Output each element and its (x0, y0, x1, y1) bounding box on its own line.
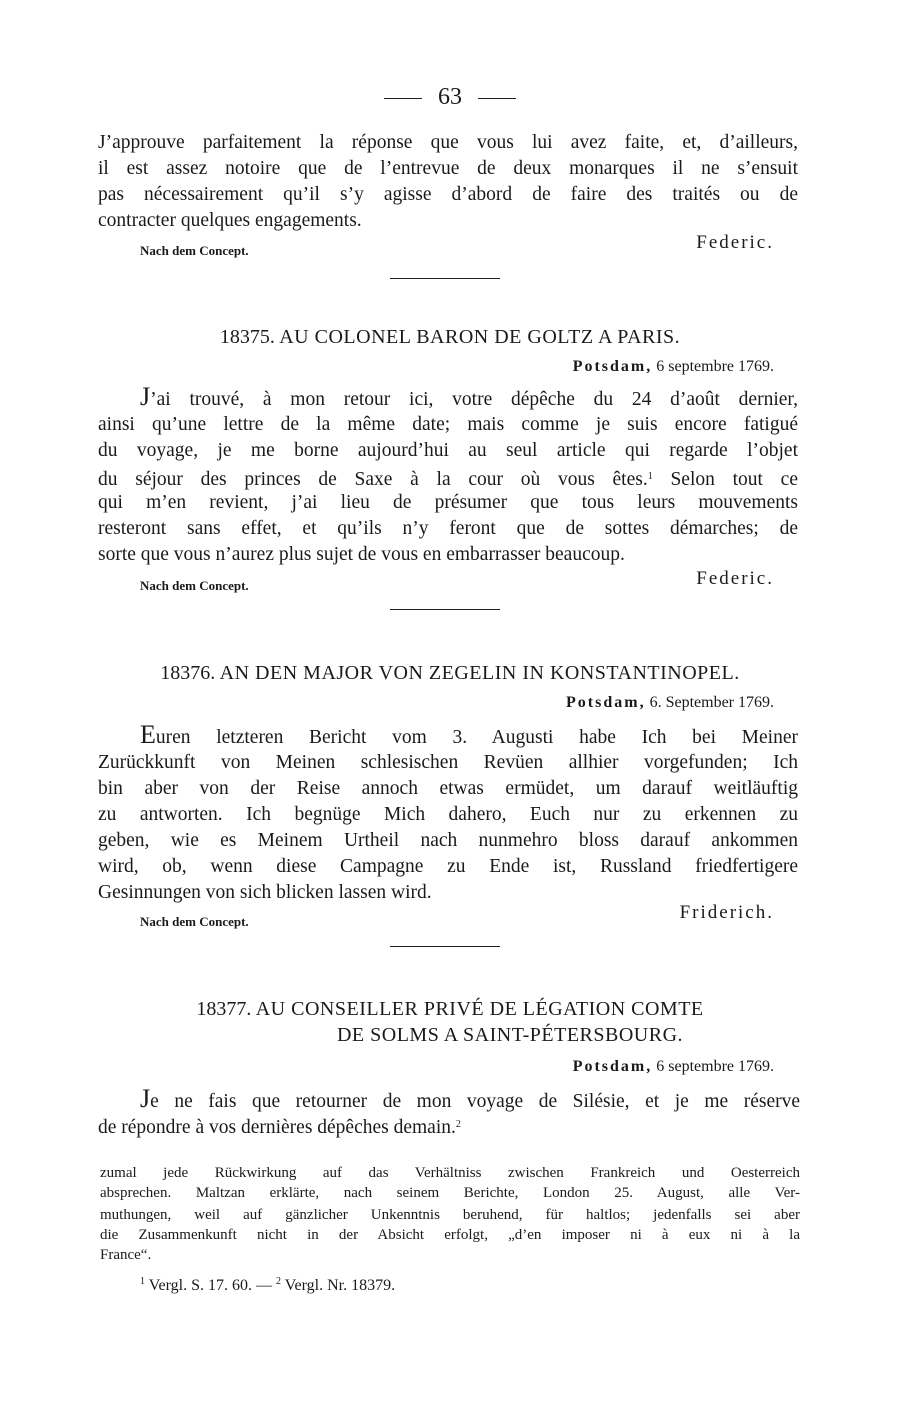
ref-1: Vergl. S. 17. 60. — (148, 1277, 272, 1294)
letter-18377-title-2: DE SOLMS A SAINT-PÉTERSBOURG. (336, 1024, 684, 1046)
letter-18376-line-6: wird, ob, wenn diese Campagne zu Ende ist, Russland friedfertigere (98, 856, 798, 877)
letter-18376-line-3: bin aber von der Reise annoch etwas ermüdet, um darauf weitläuftig (98, 778, 798, 799)
footnote-marker-1: 1 (647, 471, 653, 482)
letter-18376-signature: Friderich. (679, 902, 774, 923)
dash-left (384, 98, 422, 99)
footnote-line-3: muthungen, weil auf gänzlicher Unkenntnis beruhend, für haltlos; jedenfalls sei aber (100, 1207, 800, 1223)
letter-18376-source-note: Nach dem Concept. (140, 914, 249, 929)
letter-18375-title: AU COLONEL BARON DE GOLTZ A PARIS. (279, 326, 681, 348)
letter-18377-title-1: AU CONSEILLER PRIVÉ DE LÉGATION COMTE (255, 998, 704, 1020)
letter-18375-line-6: resteront sans effet, et qu’ils n’y feront que de sottes démarches; de (98, 518, 798, 539)
divider-1 (390, 278, 500, 279)
ref-mark-2: 2 (275, 1276, 281, 1287)
page-number (0, 84, 900, 111)
letter-18376-title: AN DEN MAJOR VON ZEGELIN IN KONSTANTINOPEL. (219, 662, 740, 684)
top-line-1: J’approuve parfaitement la réponse que vous lui avez faite, et, d’ailleurs, (98, 132, 798, 153)
letter-18376-line-1 (140, 722, 798, 751)
letter-18376-number: 18376. (160, 662, 216, 684)
letter-18375-dateline (573, 358, 774, 376)
top-source-note: Nach dem Concept. (140, 243, 249, 258)
letter-18376-date: 6. September 1769. (649, 694, 774, 711)
letter-18375-place: Potsdam, (572, 358, 653, 375)
letter-18375-line-4-tail: Selon tout ce (670, 469, 798, 490)
letter-18377-line-2-text: de répondre à vos dernières dépêches demain. (98, 1117, 456, 1138)
letter-18376-dateline (566, 694, 774, 712)
letter-18375-number: 18375. (219, 326, 275, 348)
letter-18377-initial: J (140, 1084, 151, 1113)
letter-18375-line-1-text: ’ai trouvé, à mon retour ici, votre dépêche du 24 d’août dernier, (150, 389, 798, 410)
divider-2 (390, 609, 500, 610)
letter-18376-initial: E (140, 720, 156, 749)
letter-18377-line-1-text: e ne fais que retourner de mon voyage de Silésie, et je me réserve (150, 1091, 800, 1112)
letter-18376-heading (0, 662, 900, 685)
top-line-3: pas nécessairement qu’il s’y agisse d’abord de faire des traités ou de (98, 184, 798, 205)
footnote-line-2: absprechen. Maltzan erklärte, nach seinem Berichte, London 25. August, alle Ver- (100, 1185, 800, 1201)
letter-18375-line-1 (140, 384, 798, 413)
letter-18377-line-1 (140, 1086, 800, 1115)
letter-18375-line-5: qui m’en revient, j’ai lieu de présumer que tous leurs mouvements (98, 492, 798, 513)
letter-18377-dateline (573, 1058, 774, 1076)
letter-18375-line-4-text: du séjour des princes de Saxe à la cour où vous êtes. (98, 469, 648, 490)
ref-2: Vergl. Nr. 18379. (284, 1277, 396, 1294)
footnote-references (140, 1276, 395, 1295)
letter-18375-source-note: Nach dem Concept. (140, 578, 249, 593)
letter-18376-line-2: Zurückkunft von Meinen schlesischen Revüen allhier vorgefunden; Ich (98, 752, 798, 773)
letter-18376-line-4: zu antworten. Ich begnüge Mich dahero, Euch nur zu erkennen zu (98, 804, 798, 825)
letter-18377-place: Potsdam, (572, 1058, 653, 1075)
footnote-marker-2: 2 (455, 1119, 461, 1130)
letter-18376-place: Potsdam, (566, 694, 646, 711)
footnote-line-1: zumal jede Rückwirkung auf das Verhältniss zwischen Frankreich und Oesterreich (100, 1165, 800, 1181)
letter-18375-heading (0, 326, 900, 349)
letter-18377-line-2 (98, 1112, 798, 1141)
letter-18375-signature: Federic. (696, 568, 774, 589)
top-signature: Federic. (696, 232, 774, 253)
top-line-2: il est assez notoire que de l’entrevue de deux monarques il ne s’ensuit (98, 158, 798, 179)
letter-18377-heading (0, 998, 900, 1021)
letter-18375-date: 6 septembre 1769. (656, 358, 774, 375)
top-line-4: contracter quelques engagements. (98, 210, 362, 231)
letter-18376-line-5: geben, wie es Meinem Urtheil nach nunmehro bloss darauf ankommen (98, 830, 798, 851)
ref-mark-1: 1 (140, 1276, 145, 1287)
letter-18375-line-4 (98, 464, 798, 493)
dash-right (478, 98, 516, 99)
footnote-line-5: France“. (100, 1247, 152, 1263)
letter-18375-line-7: sorte que vous n’aurez plus sujet de vous en embarrasser beaucoup. (98, 544, 625, 565)
letter-18377-date: 6 septembre 1769. (656, 1058, 774, 1075)
page-number-text: 63 (438, 84, 462, 110)
letter-18376-line-1-text: uren letzteren Bericht vom 3. Augusti habe Ich bei Meiner (155, 727, 798, 748)
letter-18375-line-3: du voyage, je me borne aujourd’hui au seul article qui regarde l’objet (98, 440, 798, 461)
letter-18376-line-7: Gesinnungen von sich blicken lassen wird. (98, 882, 432, 903)
letter-18375-initial: J (140, 382, 151, 411)
footnote-line-4: die Zusammenkunft nicht in der Absicht erfolgt, „d’en imposer ni à eux ni à la (100, 1227, 800, 1243)
letter-18375-line-2: ainsi qu’une lettre de la même date; mais comme je suis encore fatigué (98, 414, 798, 435)
divider-3 (390, 946, 500, 947)
letter-18377-number: 18377. (196, 998, 252, 1020)
